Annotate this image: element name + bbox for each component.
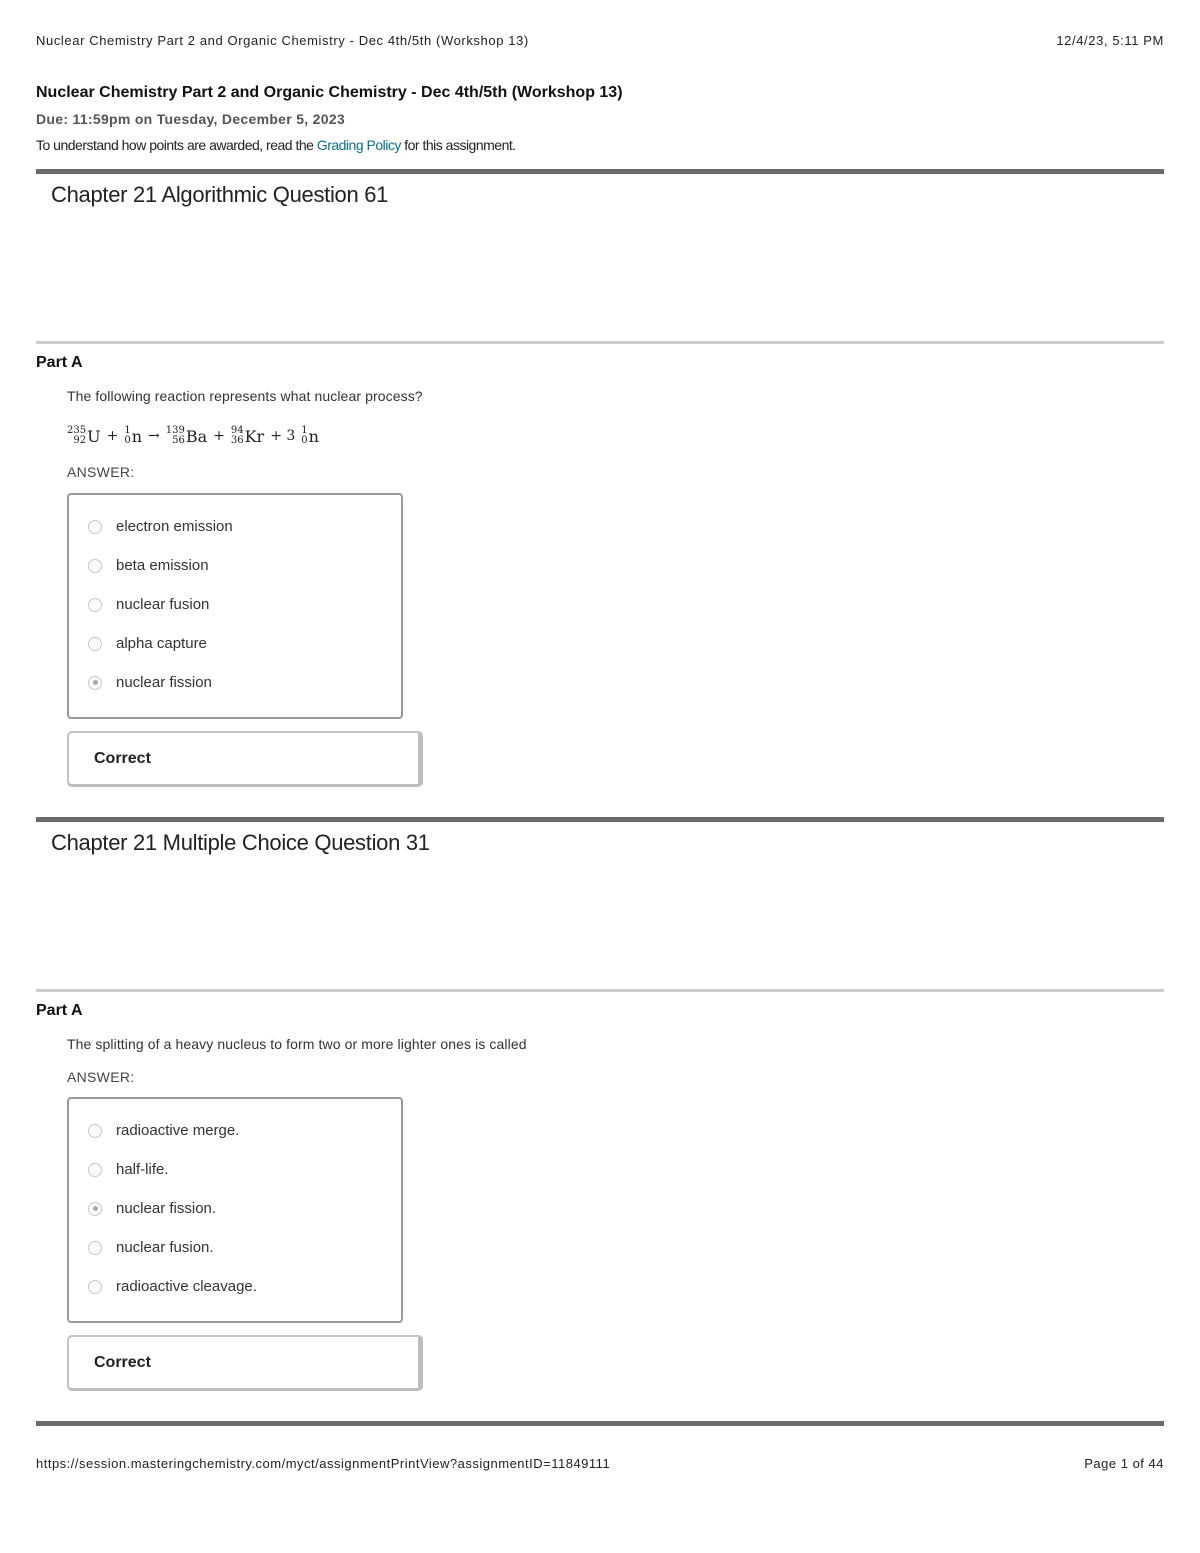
radio-icon[interactable] bbox=[88, 1280, 102, 1294]
answer-option-label: nuclear fusion bbox=[116, 596, 210, 613]
mass-number: 235 bbox=[67, 425, 87, 436]
atomic-number: 0 bbox=[124, 435, 131, 446]
answer-option[interactable] bbox=[69, 1189, 401, 1228]
assignment-title: Nuclear Chemistry Part 2 and Organic Chemistry - Dec 4th/5th (Workshop 13) bbox=[36, 84, 623, 101]
element-symbol: n bbox=[131, 426, 142, 446]
radio-icon[interactable] bbox=[88, 559, 102, 573]
atomic-number: 56 bbox=[172, 435, 185, 446]
question-prompt: The splitting of a heavy nucleus to form two or more lighter ones is called bbox=[67, 1036, 527, 1052]
nuclide bbox=[301, 426, 319, 446]
radio-selected-icon[interactable] bbox=[88, 676, 102, 690]
print-header-title: Nuclear Chemistry Part 2 and Organic Chemistry - Dec 4th/5th (Workshop 13) bbox=[36, 33, 529, 48]
assignment-header bbox=[36, 84, 1164, 153]
due-date: Due: 11:59pm on Tuesday, December 5, 2023 bbox=[36, 111, 346, 127]
answer-options bbox=[67, 1097, 403, 1323]
answer-option-label: nuclear fusion. bbox=[116, 1239, 214, 1256]
answer-option[interactable] bbox=[69, 1228, 401, 1267]
radio-icon[interactable] bbox=[88, 637, 102, 651]
element-symbol: n bbox=[308, 426, 319, 446]
radio-icon[interactable] bbox=[88, 1241, 102, 1255]
answer-option-label: nuclear fission bbox=[116, 674, 212, 691]
equation-operator: + bbox=[106, 428, 119, 444]
answer-option-label: radioactive cleavage. bbox=[116, 1278, 257, 1295]
radio-icon[interactable] bbox=[88, 1124, 102, 1138]
element-symbol: U bbox=[87, 426, 101, 446]
answer-label: ANSWER: bbox=[67, 1069, 135, 1085]
answer-options bbox=[67, 493, 403, 719]
nuclear-equation bbox=[67, 426, 319, 446]
radio-selected-icon[interactable] bbox=[88, 1202, 102, 1216]
atomic-number: 92 bbox=[73, 435, 87, 446]
page-number: Page 1 of 44 bbox=[1084, 1456, 1164, 1471]
answer-option-label: beta emission bbox=[116, 557, 209, 574]
mass-number: 94 bbox=[230, 425, 244, 436]
part-label: Part A bbox=[36, 1002, 83, 1019]
print-footer bbox=[36, 1456, 1164, 1471]
feedback-correct: Correct bbox=[67, 1335, 423, 1391]
answer-label: ANSWER: bbox=[67, 464, 135, 480]
part-divider bbox=[36, 989, 1164, 992]
policy-prefix: To understand how points are awarded, read the bbox=[36, 137, 314, 153]
equation-operator: + bbox=[213, 428, 225, 444]
mass-number: 1 bbox=[124, 425, 131, 436]
mass-number: 1 bbox=[301, 425, 308, 436]
answer-option[interactable] bbox=[69, 663, 401, 702]
question-prompt: The following reaction represents what nuclear process? bbox=[67, 388, 423, 404]
nuclide bbox=[231, 426, 264, 446]
question-divider bbox=[36, 817, 1164, 822]
feedback-correct: Correct bbox=[67, 731, 423, 787]
atomic-number: 36 bbox=[230, 435, 244, 446]
equation-operator: + 3 bbox=[270, 428, 296, 444]
radio-icon[interactable] bbox=[88, 1163, 102, 1177]
radio-icon[interactable] bbox=[88, 520, 102, 534]
nuclide bbox=[124, 426, 142, 446]
question-divider bbox=[36, 1421, 1164, 1426]
question-heading: Chapter 21 Multiple Choice Question 31 bbox=[51, 830, 430, 855]
print-header bbox=[36, 33, 1164, 48]
answer-option-label: radioactive merge. bbox=[116, 1122, 240, 1139]
mass-number: 139 bbox=[165, 425, 185, 436]
answer-option[interactable] bbox=[69, 1150, 401, 1189]
answer-option[interactable] bbox=[69, 1111, 401, 1150]
answer-option-label: electron emission bbox=[116, 518, 233, 535]
equation-operator: → bbox=[148, 428, 160, 444]
answer-option-label: half-life. bbox=[116, 1161, 169, 1178]
nuclide bbox=[166, 426, 207, 446]
answer-option-label: nuclear fission. bbox=[116, 1200, 217, 1217]
radio-icon[interactable] bbox=[88, 598, 102, 612]
page-url: https://session.masteringchemistry.com/myct/assignmentPrintView?assignmentID=11849111 bbox=[36, 1456, 611, 1471]
grading-policy-link[interactable]: Grading Policy bbox=[316, 137, 401, 153]
element-symbol: Ba bbox=[185, 426, 208, 446]
answer-option-label: alpha capture bbox=[116, 635, 207, 652]
answer-option[interactable] bbox=[69, 507, 401, 546]
print-header-timestamp: 12/4/23, 5:11 PM bbox=[1056, 33, 1164, 48]
grading-policy-note bbox=[36, 137, 1164, 153]
question-divider bbox=[36, 169, 1164, 174]
element-symbol: Kr bbox=[244, 426, 265, 446]
answer-option[interactable] bbox=[69, 624, 401, 663]
part-label: Part A bbox=[36, 354, 83, 371]
nuclide bbox=[67, 426, 101, 446]
answer-option[interactable] bbox=[69, 585, 401, 624]
atomic-number: 0 bbox=[301, 435, 308, 446]
question-heading: Chapter 21 Algorithmic Question 61 bbox=[51, 182, 389, 207]
part-divider bbox=[36, 341, 1164, 344]
answer-option[interactable] bbox=[69, 1267, 401, 1306]
policy-suffix: for this assignment. bbox=[404, 137, 516, 153]
answer-option[interactable] bbox=[69, 546, 401, 585]
